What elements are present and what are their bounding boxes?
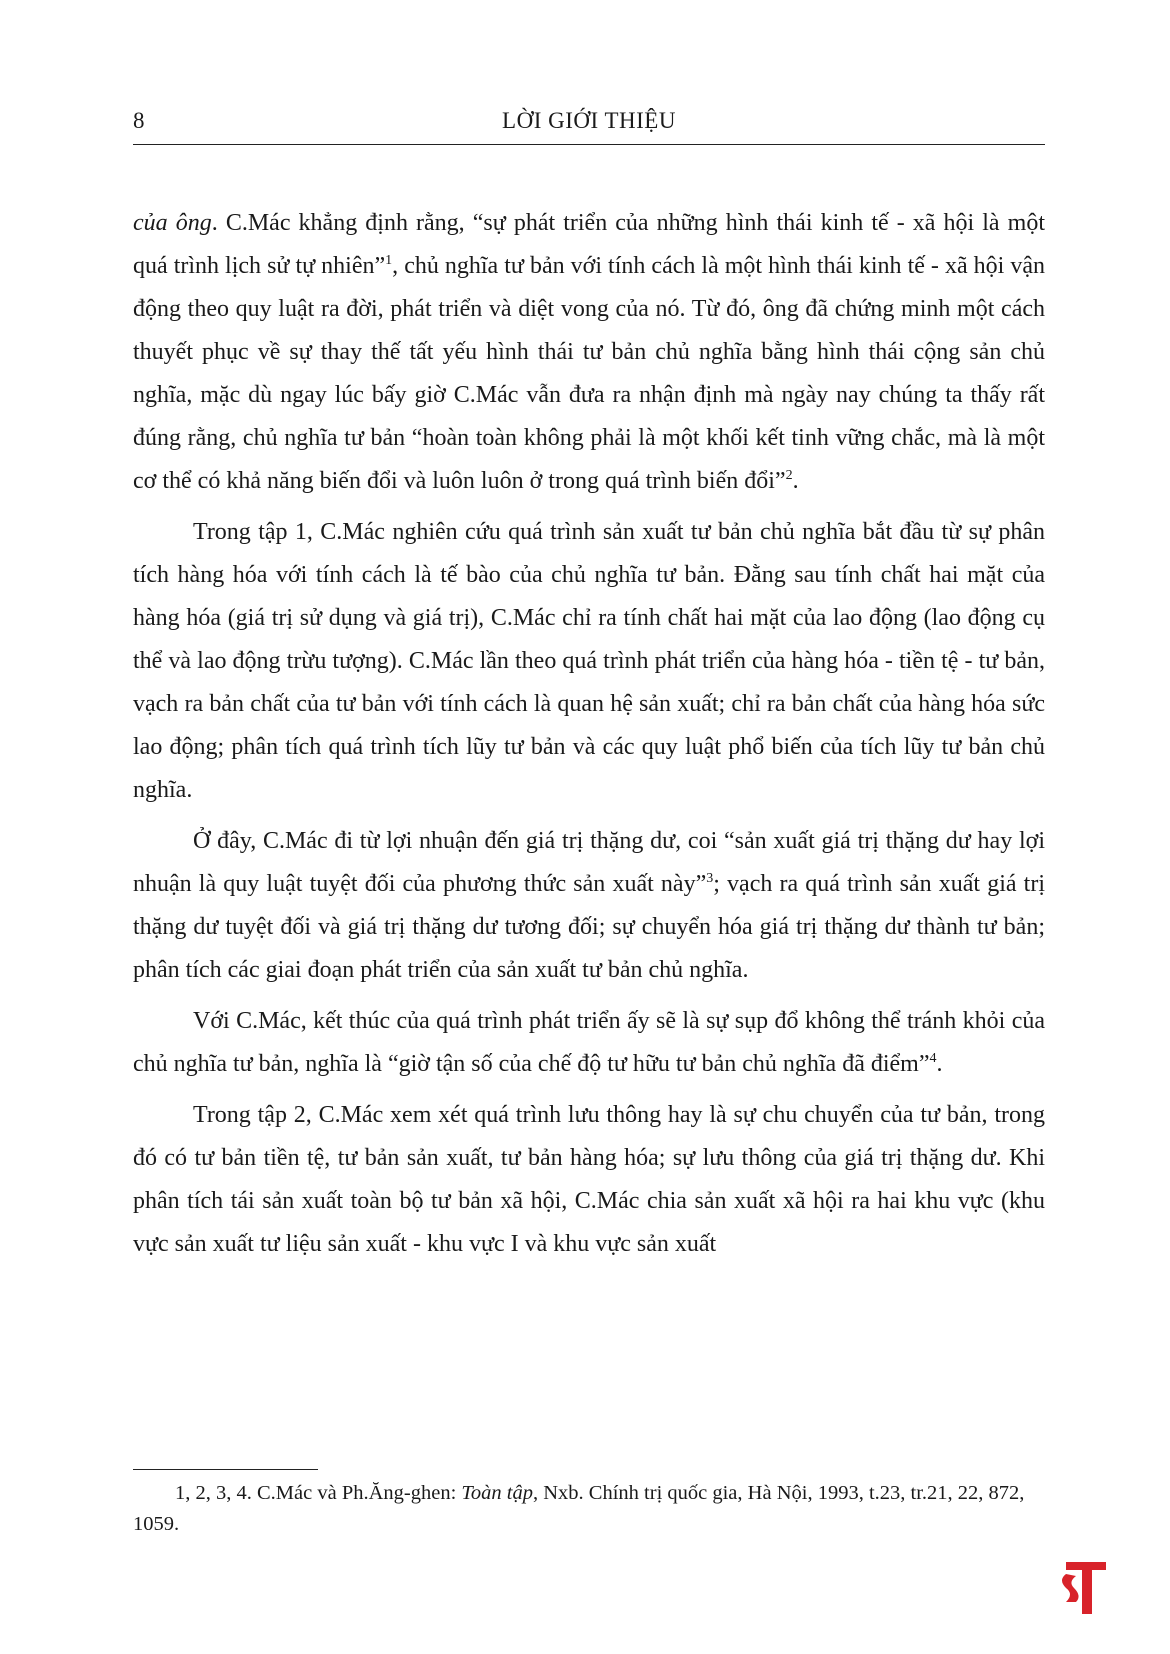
paragraph-1: [133, 202, 1045, 503]
paragraph-1-text-c: .: [792, 468, 799, 494]
footnote-details: , Nxb. Chính trị quốc gia, Hà Nội, 1993, t.23, tr.21, 22, 872, 1059.: [133, 1482, 1025, 1535]
running-title: LỜI GIỚI THIỆU: [502, 108, 676, 133]
paragraph-1-text-b: , chủ nghĩa tư bản với tính cách là một hình thái kinh tế - xã hội vận động theo quy luật ra đời, phát triển và diệt vong của nó. Từ đó, ông đã chứng minh một cách thuyết phục về sự thay thế tất yếu hình thái tư bản chủ nghĩa bằng hình thái cộng sản chủ nghĩa, mặc dù ngay lúc bấy giờ C.Mác vẫn đưa ra nhận định mà ngày nay chúng ta thấy rất đúng rằng, chủ nghĩa tư bản “hoàn toàn không phải là một khối kết tinh vững chắc, mà là một cơ thể có khả năng biến đổi và luôn luôn ở trong quá trình biến đổi”: [133, 253, 1046, 494]
footnote-ref-1: 1: [385, 253, 393, 268]
footnote-work-title: Toàn tập: [461, 1482, 533, 1504]
paragraph-5: Trong tập 2, C.Mác xem xét quá trình lưu thông hay là sự chu chuyển của tư bản, trong đó có tư bản tiền tệ, tư bản sản xuất, tư bản hàng hóa; sự lưu thông của giá trị thặng dư. Khi phân tích tái sản xuất toàn bộ tư bản xã hội, C.Mác chia sản xuất xã hội ra hai khu vực (khu vực sản xuất tư liệu sản xuất - khu vực I và khu vực sản xuất: [133, 1102, 1045, 1257]
paragraph-3: [133, 820, 1045, 992]
paragraph-2: Trong tập 1, C.Mác nghiên cứu quá trình sản xuất tư bản chủ nghĩa bắt đầu từ sự phân tích hàng hóa với tính cách là tế bào của chủ nghĩa tư bản. Đằng sau tính chất hai mặt của hàng hóa (giá trị sử dụng và giá trị), C.Mác chỉ ra tính chất hai mặt của lao động (lao động cụ thể và lao động trừu tượng). C.Mác lần theo quá trình phát triển của hàng hóa - tiền tệ - tư bản, vạch ra bản chất của tư bản với tính cách là quan hệ sản xuất; chỉ ra bản chất của hàng hóa sức lao động; phân tích quá trình tích lũy tư bản và các quy luật phổ biến của tích lũy tư bản chủ nghĩa.: [133, 519, 1045, 803]
italic-phrase: của ông: [133, 210, 212, 236]
footnote: [133, 1478, 1033, 1540]
paragraph-4-text-b: .: [936, 1051, 943, 1077]
page-header: [133, 104, 1045, 145]
paragraph-3-text-b: ; vạch ra quá trình sản xuất giá trị thặng dư tuyệt đối và giá trị thặng dư tương đối; sự chuyển hóa giá trị thặng dư thành tư bản; phân tích các giai đoạn phát triển của sản xuất tư bản chủ nghĩa.: [133, 871, 1045, 983]
footnote-ref-4: 4: [929, 1051, 937, 1066]
body-text: [133, 202, 1045, 1274]
footnote-refs: 1, 2, 3, 4.: [175, 1482, 252, 1504]
publisher-logo: [1058, 1556, 1112, 1618]
paragraph-4: [133, 1000, 1045, 1086]
logo-mark: [1062, 1562, 1106, 1614]
footnote-ref-2: 2: [785, 468, 793, 483]
paragraph-3-text-a: Ở đây, C.Mác đi từ lợi nhuận đến giá trị thặng dư, coi “sản xuất giá trị thặng dư hay lợi nhuận là quy luật tuyệt đối của phương thức sản xuất này”: [133, 828, 1045, 897]
footnote-authors: C.Mác và Ph.Ăng-ghen:: [251, 1482, 462, 1504]
page-number: 8: [133, 108, 145, 133]
footnote-divider: [133, 1469, 318, 1470]
paragraph-1-text-a: . C.Mác khẳng định rằng, “sự phát triển của những hình thái kinh tế - xã hội là một quá trình lịch sử tự nhiên”: [133, 210, 1045, 279]
paragraph-4-text-a: Với C.Mác, kết thúc của quá trình phát triển ấy sẽ là sự sụp đổ không thể tránh khỏi của chủ nghĩa tư bản, nghĩa là “giờ tận số của chế độ tư hữu tư bản chủ nghĩa đã điểm”: [133, 1008, 1045, 1077]
footnote-ref-3: 3: [706, 871, 714, 886]
